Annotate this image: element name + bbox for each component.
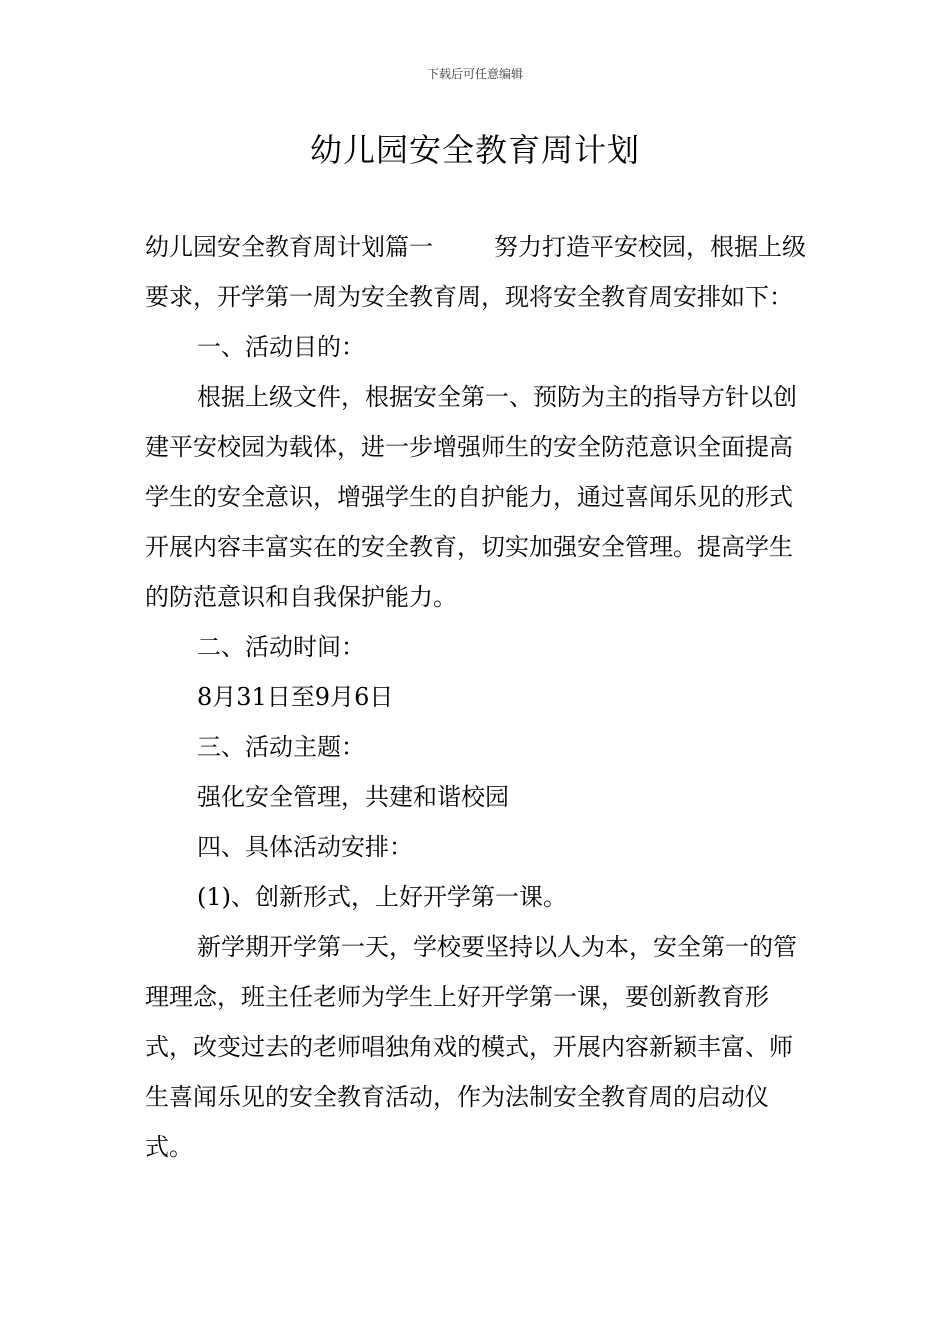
document-body: [145, 222, 810, 1172]
paragraph-time: 8月31日至9月6日: [197, 683, 394, 711]
heading-activity-time: 二、活动时间：: [197, 633, 365, 661]
document-title: 幼儿园安全教育周计划: [309, 131, 640, 169]
subheading-first-lesson: (1)、创新形式，上好开学第一课。: [197, 883, 567, 911]
paragraph-purpose: 根据上级文件，根据安全第一、预防为主的指导方针以创建平安校园为载体，进一步增强师生的安全防范意识全面提高学生的安全意识，增强学生的自护能力，通过喜闻乐见的形式开展内容丰富实在的安全教育，切实加强安全管理。提高学生的防范意识和自我保护能力。: [145, 383, 797, 611]
heading-activity-purpose: 一、活动目的：: [197, 333, 365, 361]
paragraph-intro: 幼儿园安全教育周计划篇一 努力打造平安校园，根据上级要求，开学第一周为安全教育周，现将安全教育周安排如下：: [145, 233, 807, 311]
header-note: 下载后可任意编辑: [426, 67, 523, 81]
heading-activity-theme: 三、活动主题：: [197, 733, 365, 761]
paragraph-theme: 强化安全管理，共建和谐校园: [197, 783, 509, 811]
heading-activity-arrangement: 四、具体活动安排：: [197, 833, 413, 861]
paragraph-first-lesson: 新学期开学第一天，学校要坚持以人为本，安全第一的管理理念，班主任老师为学生上好开学第一课，要创新教育形式，改变过去的老师唱独角戏的模式，开展内容新颖丰富、师生喜闻乐见的安全教育活动，作为法制安全教育周的启动仪式。: [145, 933, 797, 1161]
